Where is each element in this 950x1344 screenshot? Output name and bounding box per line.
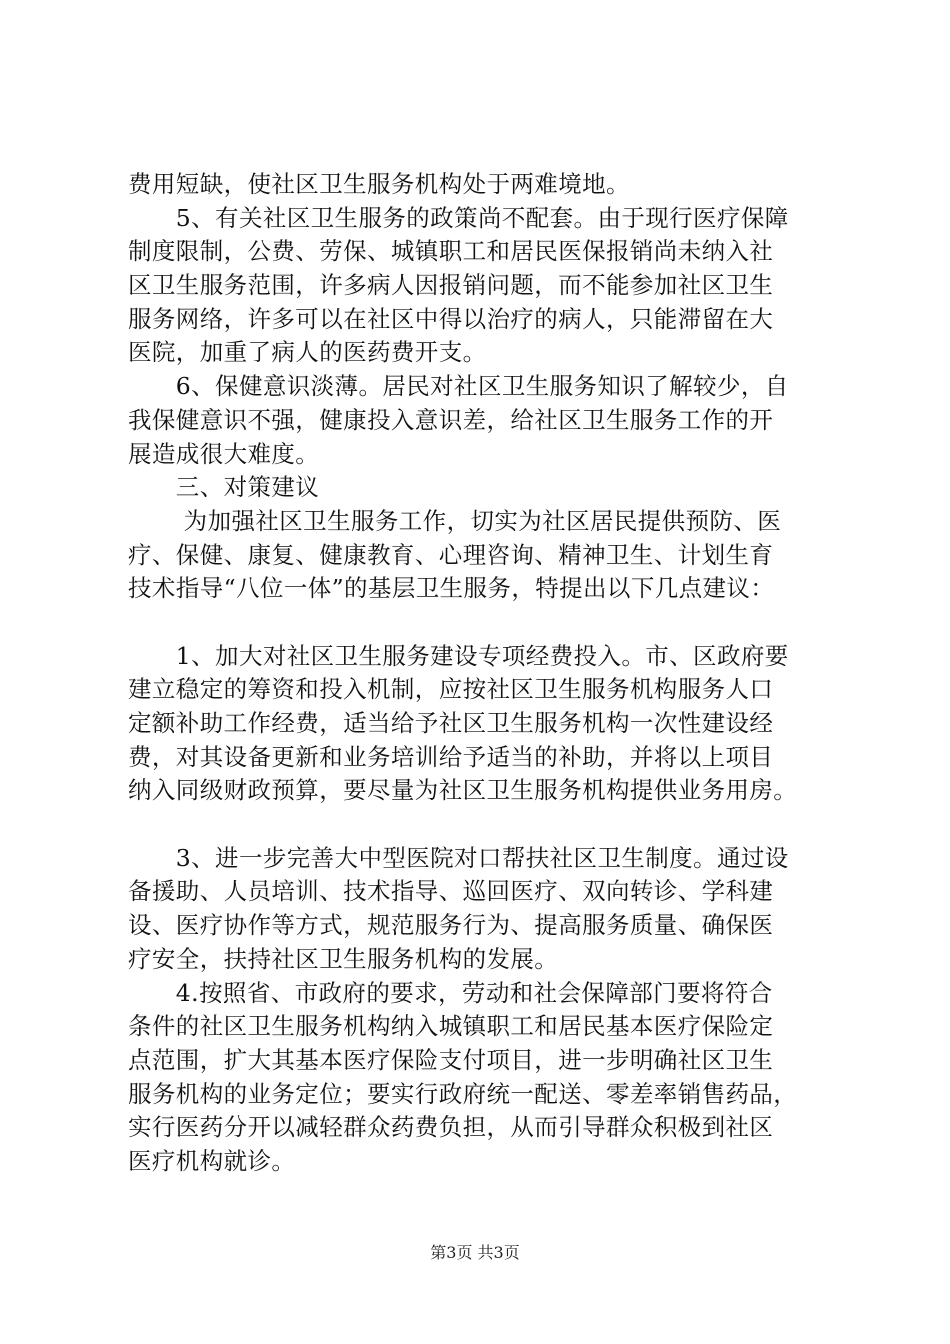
text-line: 医院，加重了病人的医药费开支。 bbox=[128, 338, 487, 367]
text-line: 费，对其设备更新和业务培训给予适当的补助，并将以上项目 bbox=[128, 742, 774, 771]
text-line: 费用短缺，使社区卫生服务机构处于两难境地。 bbox=[128, 170, 630, 198]
text-line: 定额补助工作经费，适当给予社区卫生服务机构一次性建设经 bbox=[128, 709, 774, 737]
text-line: 纳入同级财政预算，要尽量为社区卫生服务机构提供业务用房。 bbox=[128, 776, 798, 805]
text-line: 点范围，扩大其基本医疗保险支付项目，进一步明确社区卫生 bbox=[128, 1045, 774, 1074]
text-line: 6、保健意识淡薄。居民对社区卫生服务知识了解较少，自 bbox=[128, 372, 789, 401]
text-line: 4.按照省、市政府的要求，劳动和社会保障部门要将符合 bbox=[128, 978, 773, 1007]
page-number-label: 第3页 共3页 bbox=[430, 1243, 520, 1262]
page-footer bbox=[0, 1241, 950, 1265]
text-line: 3、进一步完善大中型医院对口帮扶社区卫生制度。通过设 bbox=[128, 843, 789, 872]
text-line: 建立稳定的筹资和投入机制，应按社区卫生服务机构服务人口 bbox=[128, 675, 774, 704]
text-line: 医疗机构就诊。 bbox=[128, 1146, 296, 1175]
text-line: 制度限制，公费、劳保、城镇职工和居民医保报销尚未纳入社 bbox=[128, 237, 774, 266]
text-line: 服务网络，许多可以在社区中得以治疗的病人，只能滞留在大 bbox=[128, 304, 774, 333]
document-body bbox=[128, 168, 828, 1179]
section-heading: 三、对策建议 bbox=[128, 473, 320, 502]
text-line: 服务机构的业务定位；要实行政府统一配送、零差率销售药品， bbox=[128, 1079, 798, 1108]
text-line: 条件的社区卫生服务机构纳入城镇职工和居民基本医疗保险定 bbox=[128, 1012, 774, 1041]
text-line: 为加强社区卫生服务工作，切实为社区居民提供预防、医 bbox=[128, 506, 782, 535]
text-line: 技术指导“八位一体”的基层卫生服务，特提出以下几点建议： bbox=[128, 574, 775, 603]
text-line: 区卫生服务范围，许多病人因报销问题，而不能参加社区卫生 bbox=[128, 271, 774, 300]
text-line: 我保健意识不强，健康投入意识差，给社区卫生服务工作的开 bbox=[128, 405, 774, 434]
text-line: 设、医疗协作等方式，规范服务行为、提高服务质量、确保医 bbox=[128, 911, 774, 940]
text-line: 疗、保健、康复、健康教育、心理咨询、精神卫生、计划生育 bbox=[128, 540, 774, 569]
text-line: 实行医药分开以减轻群众药费负担，从而引导群众积极到社区 bbox=[128, 1113, 774, 1142]
text-line: 备援助、人员培训、技术指导、巡回医疗、双向转诊、学科建 bbox=[128, 877, 774, 906]
blank-line bbox=[128, 606, 828, 640]
text-line: 疗安全，扶持社区卫生服务机构的发展。 bbox=[128, 944, 559, 973]
text-line: 1、加大对社区卫生服务建设专项经费投入。市、区政府要 bbox=[128, 641, 789, 670]
text-line: 展造成很大难度。 bbox=[128, 439, 320, 468]
text-line: 5、有关社区卫生服务的政策尚不配套。由于现行医疗保障 bbox=[128, 203, 789, 232]
blank-line bbox=[128, 808, 828, 842]
